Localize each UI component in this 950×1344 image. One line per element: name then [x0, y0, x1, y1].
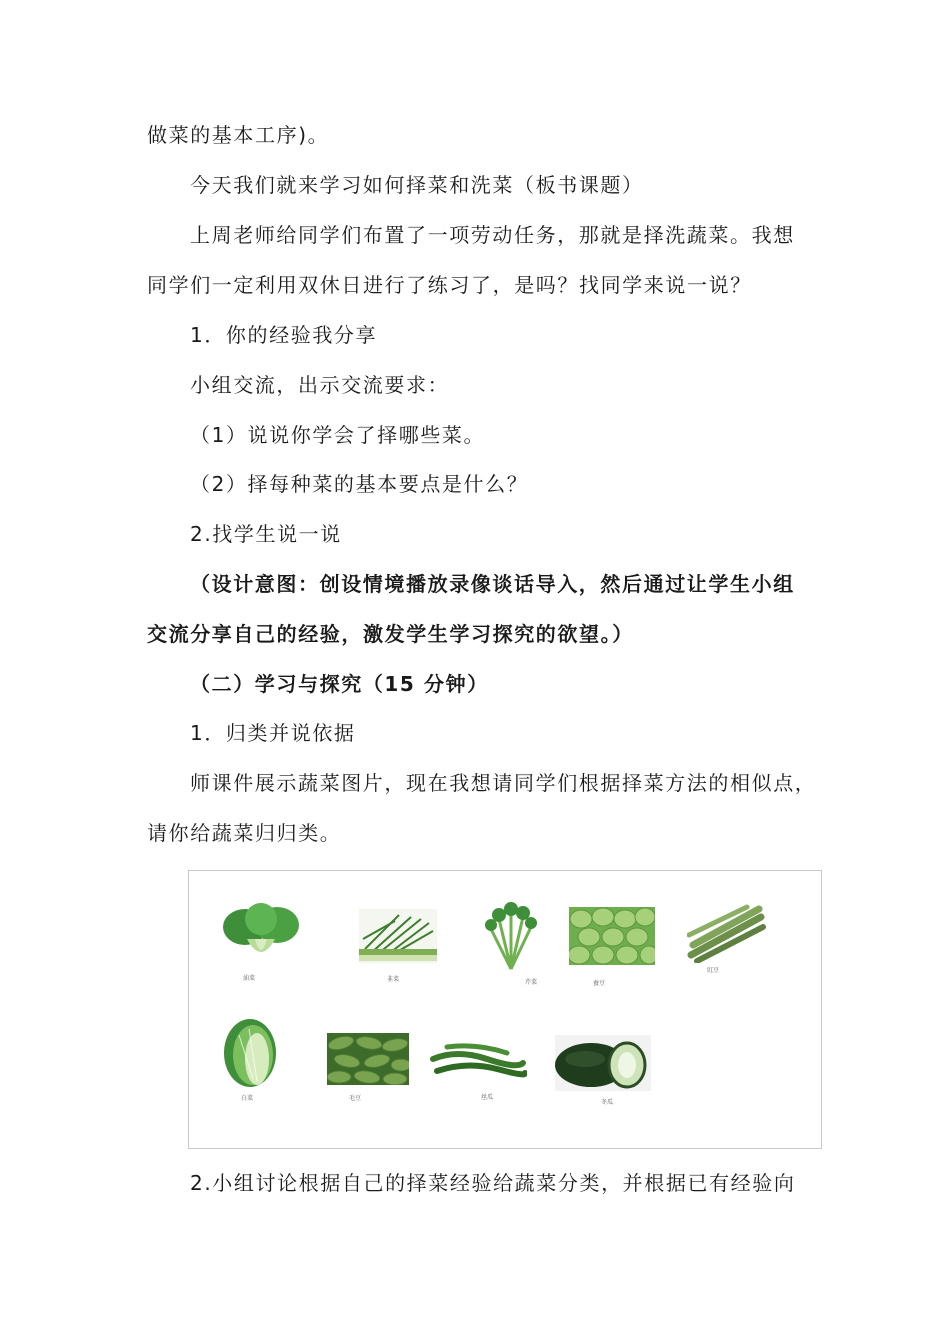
- broad-beans-image: [569, 907, 655, 965]
- vegetable-label: 油菜: [243, 975, 256, 982]
- vegetable-figure: [188, 870, 822, 1149]
- paragraph-line: 师课件展示蔬菜图片，现在我想请同学们根据择菜方法的相似点，: [190, 771, 817, 795]
- paragraph-line: 请你给蔬菜归归类。: [147, 821, 342, 845]
- paragraph-line: 同学们一定利用双休日进行了练习了，是吗？找同学来说一说？: [147, 273, 752, 297]
- vegetable-label: 冬瓜: [601, 1099, 614, 1106]
- long-beans-image: [687, 903, 767, 963]
- vegetable-label: 芹菜: [525, 979, 538, 986]
- vegetable-label: 蚕豆: [593, 980, 606, 987]
- list-item: （2）择每种菜的基本要点是什么？: [190, 472, 529, 496]
- paragraph-line: 上周老师给同学们布置了一项劳动任务，那就是择洗蔬菜。我想: [190, 223, 795, 247]
- napa-cabbage-image: [219, 1015, 281, 1089]
- design-intent-line: 交流分享自己的经验，激发学生学习探究的欲望。）: [147, 622, 634, 646]
- vegetable-label: 豇豆: [707, 967, 720, 974]
- bok-choy-image: [217, 899, 305, 967]
- celery-image: [481, 901, 541, 971]
- vegetable-label: 毛豆: [349, 1095, 362, 1102]
- section-heading: 1．你的经验我分享: [190, 323, 378, 347]
- vegetable-label: 韭菜: [387, 976, 400, 983]
- paragraph-line: 做菜的基本工序)。: [147, 123, 330, 147]
- loofah-image: [427, 1039, 527, 1085]
- design-intent-line: （设计意图：创设情境播放录像谈话导入，然后通过让学生小组: [190, 572, 795, 596]
- winter-melon-image: [555, 1035, 651, 1091]
- chives-image: [359, 909, 437, 963]
- list-item: （1）说说你学会了择哪些菜。: [190, 423, 486, 447]
- section-heading: （二）学习与探究（15 分钟）: [190, 672, 489, 696]
- paragraph-line: 2.小组讨论根据自己的择菜经验给蔬菜分类，并根据已有经验向: [190, 1171, 796, 1195]
- section-heading: 1．归类并说依据: [190, 721, 356, 745]
- section-heading: 2.找学生说一说: [190, 522, 342, 546]
- paragraph-line: 小组交流，出示交流要求：: [190, 373, 450, 397]
- paragraph-line: 今天我们就来学习如何择菜和洗菜（板书课题）: [190, 173, 644, 197]
- vegetable-label: 白菜: [241, 1095, 254, 1102]
- edamame-image: [327, 1033, 409, 1085]
- vegetable-label: 丝瓜: [481, 1094, 494, 1101]
